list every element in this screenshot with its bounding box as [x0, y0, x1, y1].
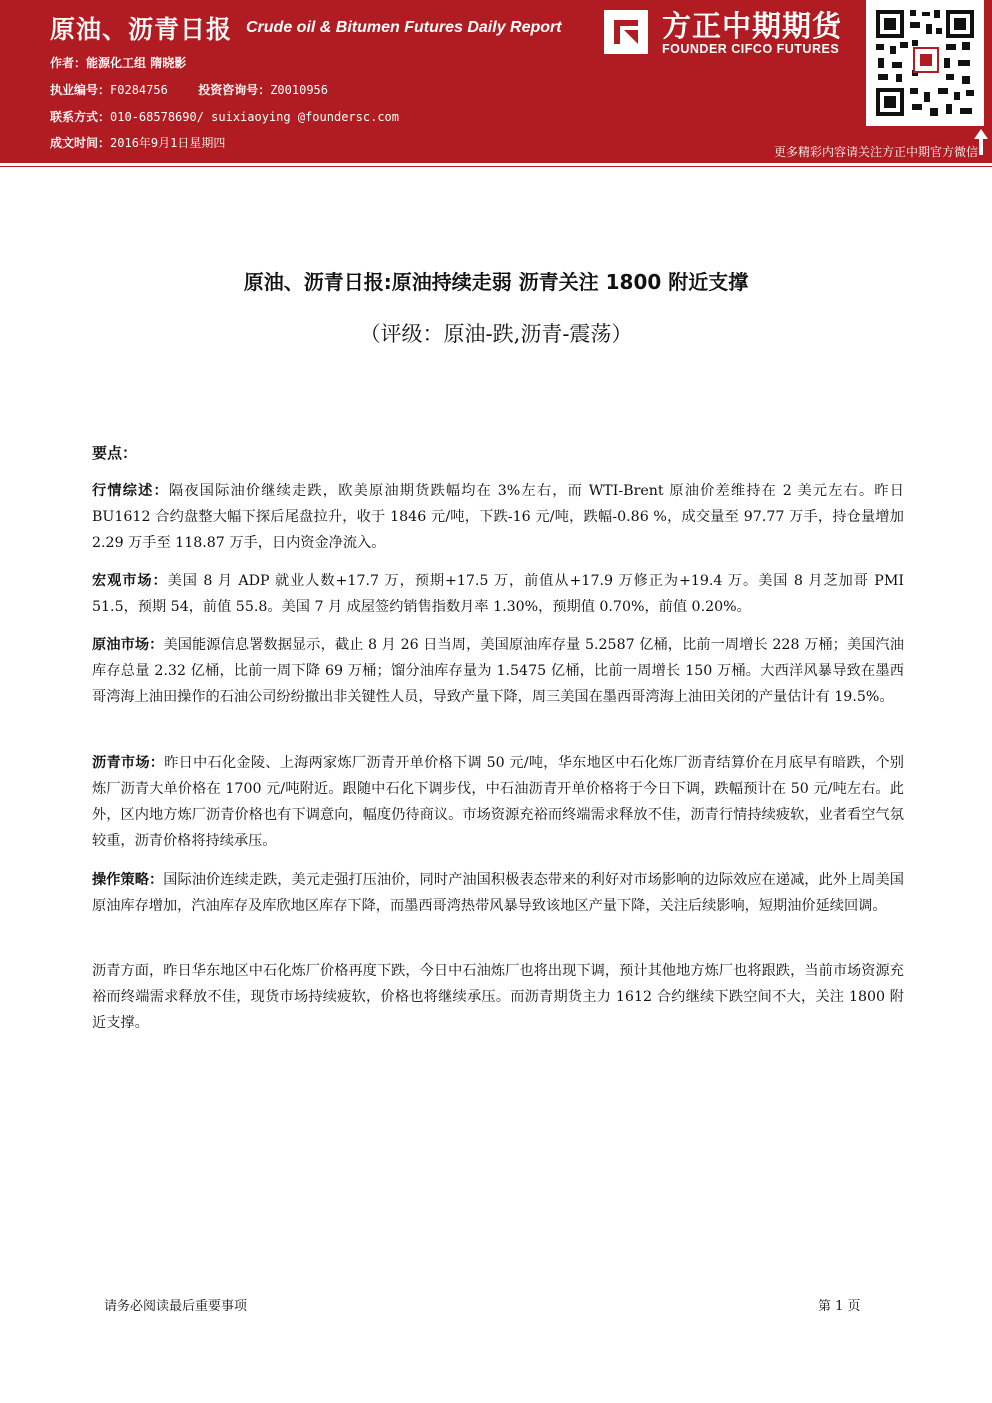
- logo-text-cn: 方正中期期货: [662, 9, 843, 43]
- license-label: 执业编号：: [50, 83, 111, 97]
- section-market-review: [92, 478, 904, 556]
- license-value: F0284756: [110, 83, 168, 97]
- section-macro: [92, 568, 904, 620]
- footer-page-number: 第 1 页: [818, 1299, 861, 1314]
- section-label: 原油市场：: [92, 637, 164, 653]
- contact-value: 010-68578690/ suixiaoying @foundersc.com: [110, 110, 399, 124]
- consult-value: Z0010956: [270, 83, 328, 97]
- header-banner: [0, 0, 992, 160]
- report-title-en: Crude oil & Bitumen Futures Daily Report: [246, 19, 562, 36]
- consult-label: 投资咨询号：: [198, 83, 271, 97]
- document-title: 原油、沥青日报:原油持续走弱 沥青关注 1800 附近支撑: [243, 270, 749, 294]
- section-label: 宏观市场：: [92, 573, 168, 589]
- contact-line: [50, 108, 399, 125]
- keypoints-heading: 要点：: [92, 444, 138, 462]
- footer-notice: 请务必阅读最后重要事项: [104, 1299, 248, 1314]
- section-text: 美国 8 月 ADP 就业人数+17.7 万，预期+17.5 万，前值从+17.9 万修正为+19.4 万。美国 8 月芝加哥 PMI 51.5，预期 54，前值 55.8。美国 7 月 成屋签约销售指数月率 1.30%，预期值 0.70%，前值 0.20%。: [92, 573, 904, 615]
- logo-text-en: FOUNDER CIFCO FUTURES: [662, 42, 840, 56]
- section-crude-oil: [92, 632, 904, 710]
- header-underline-thin: [0, 166, 992, 167]
- license-line: [50, 81, 328, 98]
- section-bitumen: [92, 750, 904, 854]
- section-text: 昨日中石化金陵、上海两家炼厂沥青开单价格下调 50 元/吨，华东地区中石化炼厂沥青结算价在月底早有暗跌，个别炼厂沥青大单价格在 1700 元/吨附近。跟随中石化下调步伐，中石油沥青开单价格将于今日下调，跌幅预计在 50 元/吨左右。此外，区内地方炼厂沥青价格也有下调意向，幅度仍待商议。市场资源充裕而终端需求释放不佳，沥青行情持续疲软，业者看空气氛较重，沥青价格将持续承压。: [92, 755, 904, 849]
- qr-code-icon: [866, 0, 984, 126]
- author-line: [50, 54, 186, 71]
- section-strategy: [92, 867, 904, 919]
- header-underline: [0, 160, 992, 163]
- contact-label: 联系方式：: [50, 110, 111, 124]
- date-label: 成文时间：: [50, 136, 111, 150]
- section-text: 美国能源信息署数据显示，截止 8 月 26 日当周，美国原油库存量 5.2587 亿桶，比前一周增长 228 万桶；美国汽油库存总量 2.32 亿桶，比前一周下降 69 万桶；馏分油库存量为 1.5475 亿桶，比前一周增长 150 万桶。大西洋风暴导致在墨西哥湾海上油田操作的石油公司纷纷撤出非关键性人员，导致产量下降，周三美国在墨西哥湾海上油田关闭的产量估计有 19.5%。: [92, 637, 904, 705]
- report-title-cn: 原油、沥青日报: [50, 15, 233, 44]
- date-value: 2016年9月1日星期四: [110, 136, 226, 150]
- wechat-follow-text: 更多精彩内容请关注方正中期官方微信: [773, 145, 978, 159]
- founder-logo-icon: [602, 8, 650, 56]
- section-text: 沥青方面，昨日华东地区中石化炼厂价格再度下跌，今日中石油炼厂也将出现下调，预计其他地方炼厂也将跟跌，当前市场资源充裕而终端需求释放不佳，现货市场持续疲软，价格也将继续承压。而沥青期货主力 1612 合约继续下跌空间不大，关注 1800 附近支撑。: [92, 963, 904, 1031]
- section-label: 操作策略：: [92, 872, 164, 888]
- section-label: 行情综述：: [92, 483, 169, 499]
- author-value: 能源化工组 隋晓影: [86, 56, 187, 70]
- section-text: 隔夜国际油价继续走跌，欧美原油期货跌幅均在 3%左右，而 WTI-Brent 原油价差维持在 2 美元左右。昨日 BU1612 合约盘整大幅下探后尾盘拉升，收于 1846 元/吨，下跌-16 元/吨，跌幅-0.86 %，成交量至 97.77 万手，持仓量增加 2.29 万手至 118.87 万手，日内资金净流入。: [92, 483, 904, 551]
- date-line: [50, 134, 225, 151]
- section-bitumen-outlook: [92, 958, 904, 1036]
- rating-line: （评级：原油-跌,沥青-震荡）: [359, 322, 633, 346]
- section-label: 沥青市场：: [92, 755, 165, 771]
- author-label: 作者：: [50, 56, 87, 70]
- section-text: 国际油价连续走跌，美元走强打压油价，同时产油国积极表态带来的利好对市场影响的边际效应在递减，此外上周美国原油库存增加，汽油库存及库欣地区库存下降，而墨西哥湾热带风暴导致该地区产量下降，关注后续影响，短期油价延续回调。: [92, 872, 904, 914]
